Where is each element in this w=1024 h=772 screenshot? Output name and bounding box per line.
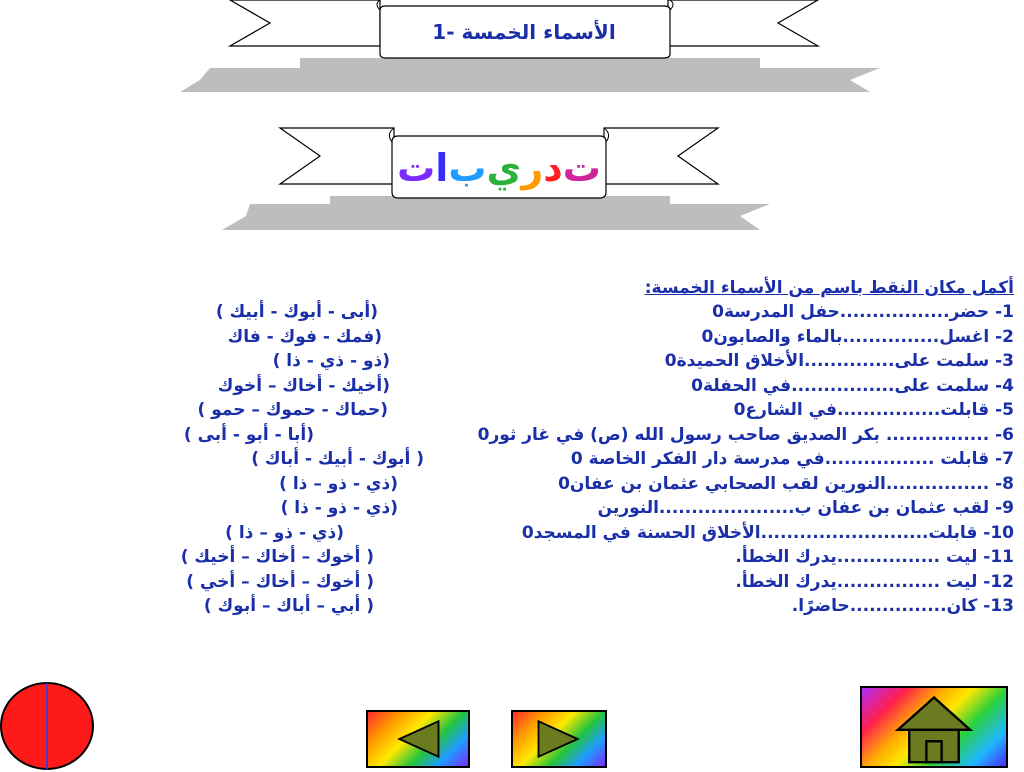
exercise-question: 2- اغسل...............بالماء والصابون0	[701, 326, 1014, 347]
exercise-question: 3- سلمت على..............الأخلاق الحميدة0	[664, 351, 1014, 371]
exercise-item	[10, 398, 1014, 423]
exercise-item	[10, 570, 1014, 595]
exercise-question: 11- ليت ................يدرك الخطأ.	[735, 547, 1014, 567]
exercise-item	[10, 374, 1014, 399]
exercise-block	[10, 276, 1014, 619]
exercise-item	[10, 423, 1014, 448]
title-ribbon-shadow-mid	[300, 58, 760, 74]
exercise-item	[10, 594, 1014, 619]
exercise-choices: (ذي - ذو – ذا )	[279, 473, 398, 494]
previous-slide-button[interactable]	[366, 710, 470, 768]
exercise-question: 8- ................النورين لقب الصحابي عثمان بن عفان0	[558, 473, 1014, 494]
exercise-question: 10- قابلت..........................الأخلاق الحسنة في المسجد0	[521, 522, 1014, 543]
page-title: 1- الأسماء الخمسة	[432, 20, 616, 44]
exercise-item	[10, 545, 1014, 570]
exercise-question: 12- ليت ................يدرك الخطأ.	[735, 571, 1014, 592]
exercise-question: 6- ................ بكر الصديق صاحب رسول الله (ص) في غار ثور0	[477, 424, 1014, 445]
exercise-choices: (أبى - أبوك - أبيك )	[215, 302, 378, 322]
exercise-choices: (فمك - فوك - فاك	[227, 326, 382, 347]
exercises-title	[392, 140, 606, 196]
triangle-right-icon	[513, 712, 605, 766]
exercise-choices: (ذي - ذو - ذا )	[280, 498, 398, 518]
exercises-title-letter: ر	[521, 146, 544, 190]
exercise-choices: (ذي - ذو – ذا )	[225, 522, 344, 543]
exercise-choices: ( أبي – أباك – أبوك )	[203, 596, 374, 616]
exercises-title-letter: ت	[397, 146, 436, 190]
exercise-choices: ( أبوك - أبيك - أباك )	[251, 449, 424, 469]
title-ribbon-right-tail	[668, 0, 818, 46]
exercises-ribbon-right-tail	[604, 128, 718, 184]
exercise-heading: أكمل مكان النقط باسم من الأسماء الخمسة:	[644, 278, 1014, 298]
exercise-choices: (أبا - أبو - أبى )	[183, 424, 314, 445]
exercise-choices: ( أخوك – أخاك – أخي )	[186, 571, 374, 592]
exercise-item	[10, 300, 1014, 325]
exercise-choices: (حماك - حموك – حمو )	[197, 400, 388, 420]
exercises-title-letter: ي	[486, 146, 522, 190]
exercise-question: 1- حضر.................حفل المدرسة0	[712, 302, 1014, 322]
exercise-question: 9- لقب عثمان بن عفان ب.....................النورين	[597, 498, 1014, 518]
exercise-item	[10, 521, 1014, 546]
exercises-title-letter: ب	[448, 146, 487, 190]
red-circle-button[interactable]	[0, 682, 96, 772]
triangle-left-icon	[368, 712, 468, 766]
exercises-title-letter: ا	[435, 146, 449, 190]
exercise-question: 5- قابلت................في الشارع0	[733, 400, 1014, 420]
exercise-item	[10, 349, 1014, 374]
exercise-question: 13- كان...............حاضرًا.	[791, 596, 1014, 616]
next-slide-button[interactable]	[511, 710, 607, 768]
exercise-choices: ( أخوك – أخاك – أخيك )	[180, 547, 374, 567]
exercise-item	[10, 447, 1014, 472]
home-icon	[862, 688, 1006, 766]
exercises-title-letter: د	[543, 146, 563, 190]
exercise-item	[10, 325, 1014, 350]
exercise-item	[10, 472, 1014, 497]
exercise-question: 7- قابلت .................في مدرسة دار الفكر الخاصة 0	[570, 449, 1014, 469]
title-ribbon-left-tail	[230, 0, 380, 46]
exercises-ribbon-left-tail	[280, 128, 394, 184]
exercise-item	[10, 496, 1014, 521]
home-button[interactable]	[860, 686, 1008, 768]
exercise-choices: (ذو - ذي - ذا )	[272, 351, 390, 371]
exercises-title-letter: ت	[562, 146, 601, 190]
exercise-choices: (أخيك - أخاك – أخوك	[217, 375, 390, 396]
exercise-question: 4- سلمت على................في الحفلة0	[691, 375, 1014, 396]
